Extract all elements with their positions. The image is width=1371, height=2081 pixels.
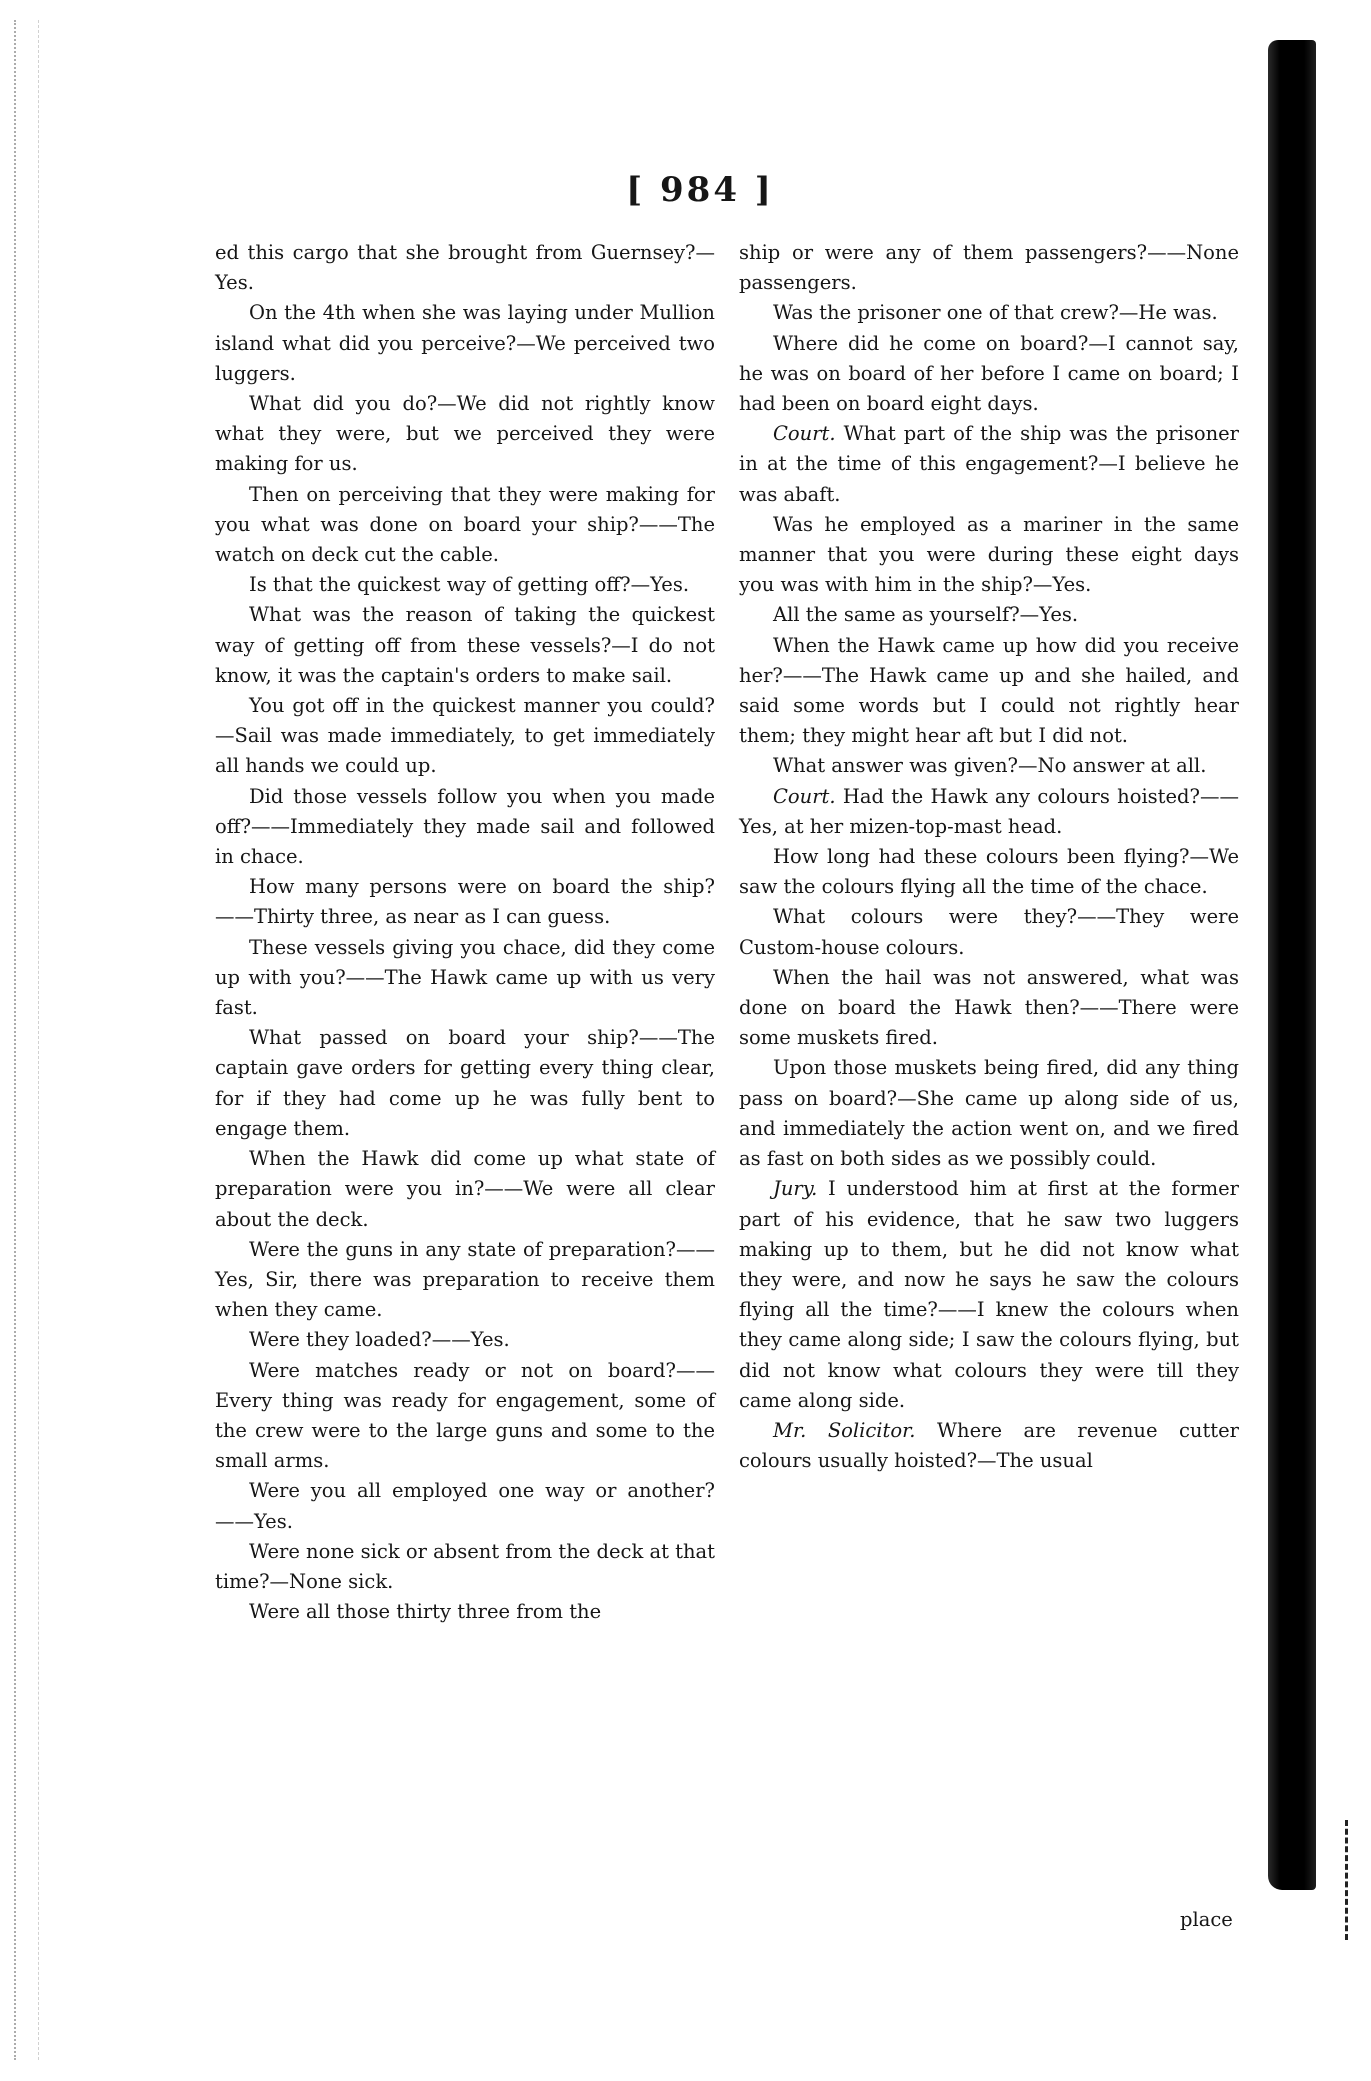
paragraph-text: When the hail was not answered, what was done on board the Hawk then?——There were some muskets fired. — [739, 965, 1239, 1050]
paragraph — [739, 902, 1239, 962]
paragraph — [739, 963, 1239, 1054]
paragraph: How many persons were on board the ship?——Thirty three, as near as I can guess. — [215, 875, 715, 929]
speaker-label: Court. — [773, 422, 836, 446]
paragraph: These vessels giving you chace, did they come up with you?——The Hawk came up with us very fast. — [215, 935, 715, 1020]
paragraph: Were you all employed one way or another?——Yes. — [215, 1479, 715, 1533]
paragraph: What was the reason of taking the quickest way of getting off from these vessels?—I do not know, it was the captain's orders to make sail. — [215, 603, 715, 687]
paragraph: ed this cargo that she brought from Guernsey?—Yes. — [215, 241, 715, 295]
paragraph: On the 4th when she was laying under Mullion island what did you perceive?—We perceived two luggers. — [215, 301, 715, 385]
paragraph-text: What part of the ship was the prisoner in at the time of this engagement?—I believe he was abaft. — [739, 422, 1239, 506]
paragraph — [739, 842, 1239, 902]
paragraph-text: When the Hawk came up how did you receive her?——The Hawk came up and she hailed, and said some words but I could not rightly hear them; they might hear aft but I did not. — [739, 633, 1239, 748]
speaker-label: Court. — [773, 784, 836, 808]
paragraph: Were none sick or absent from the deck at that time?—None sick. — [215, 1539, 715, 1593]
paragraph: Is that the quickest way of getting off?—Yes. — [249, 573, 690, 597]
paragraph-text: I understood him at first at the former part of his evidence, that he saw two luggers making up to them, but he did not know what they were, and now he says he saw the colours flying all the time?——I knew the colours when they came along side; I saw the colours flying, but did not know what colours they were till they came along side. — [739, 1177, 1239, 1412]
paragraph — [739, 419, 1239, 510]
left-column — [215, 238, 715, 1627]
paragraph — [739, 1416, 1239, 1476]
catchword: place — [1180, 1908, 1233, 1931]
paragraph — [739, 751, 1239, 781]
paragraph-text: What answer was given?—No answer at all. — [773, 754, 1207, 778]
paragraph: When the Hawk did come up what state of preparation were you in?——We were all clear about the deck. — [215, 1147, 715, 1231]
paragraph — [739, 1174, 1239, 1416]
paragraph: Then on perceiving that they were making for you what was done on board your ship?——The watch on deck cut the cable. — [215, 482, 715, 567]
edge-ticks — [1345, 1820, 1351, 1940]
speaker-label: Mr. Solicitor. — [773, 1418, 916, 1442]
paragraph — [739, 298, 1239, 328]
paragraph-text: How long had these colours been flying?—We saw the colours flying all the time of the chace. — [739, 845, 1239, 899]
paragraph — [739, 238, 1239, 298]
paragraph: Were the guns in any state of preparation?——Yes, Sir, there was preparation to receive them when they came. — [215, 1237, 715, 1322]
paragraph — [739, 329, 1239, 420]
paragraph-text: What colours were they?——They were Custom-house colours. — [739, 905, 1239, 959]
paragraph: You got off in the quickest manner you could?—Sail was made immediately, to get immediately all hands we could up. — [215, 694, 715, 778]
paragraph: Did those vessels follow you when you made off?——Immediately they made sail and followed in chace. — [215, 784, 715, 869]
paragraph — [739, 631, 1239, 752]
paragraph — [739, 1053, 1239, 1174]
paragraph: Were all those thirty three from the — [249, 1600, 602, 1624]
binding-shadow — [1268, 40, 1316, 1890]
paragraph: Were matches ready or not on board?——Every thing was ready for engagement, some of the crew were to the large guns and some to the small arms. — [215, 1358, 715, 1473]
paragraph-text: Had the Hawk any colours hoisted?——Yes, at her mizen-top-mast head. — [739, 784, 1239, 838]
paragraph: Were they loaded?——Yes. — [249, 1328, 510, 1352]
paragraph — [739, 782, 1239, 842]
paragraph — [739, 510, 1239, 601]
right-column — [739, 238, 1239, 1476]
paragraph-text: Was he employed as a mariner in the same manner that you were during these eight days you was with him in the ship?—Yes. — [739, 512, 1239, 597]
paragraph-text: ship or were any of them passengers?——None passengers. — [739, 241, 1239, 295]
paragraph-text: Where are revenue cutter colours usually hoisted?—The usual — [739, 1418, 1240, 1473]
paragraph-text: Was the prisoner one of that crew?—He was. — [773, 301, 1218, 325]
paragraph: What passed on board your ship?——The captain gave orders for getting every thing clear, for if they had come up he was fully bent to engage them. — [215, 1026, 715, 1140]
paragraph-text: Where did he come on board?—I cannot say, he was on board of her before I came on board; I had been on board eight days. — [739, 331, 1239, 416]
page-edge-marks — [14, 20, 76, 2060]
paragraph — [739, 600, 1239, 630]
paragraph-text: All the same as yourself?—Yes. — [773, 603, 1079, 627]
paragraph: What did you do?—We did not rightly know what they were, but we perceived they were making for us. — [215, 392, 715, 476]
page-number: [ 984 ] — [626, 170, 774, 210]
speaker-label: Jury. — [773, 1177, 818, 1201]
paragraph-text: Upon those muskets being fired, did any thing pass on board?—She came up along side of us, and immediately the action went on, and we fired as fast on both sides as we possibly could. — [739, 1056, 1239, 1171]
